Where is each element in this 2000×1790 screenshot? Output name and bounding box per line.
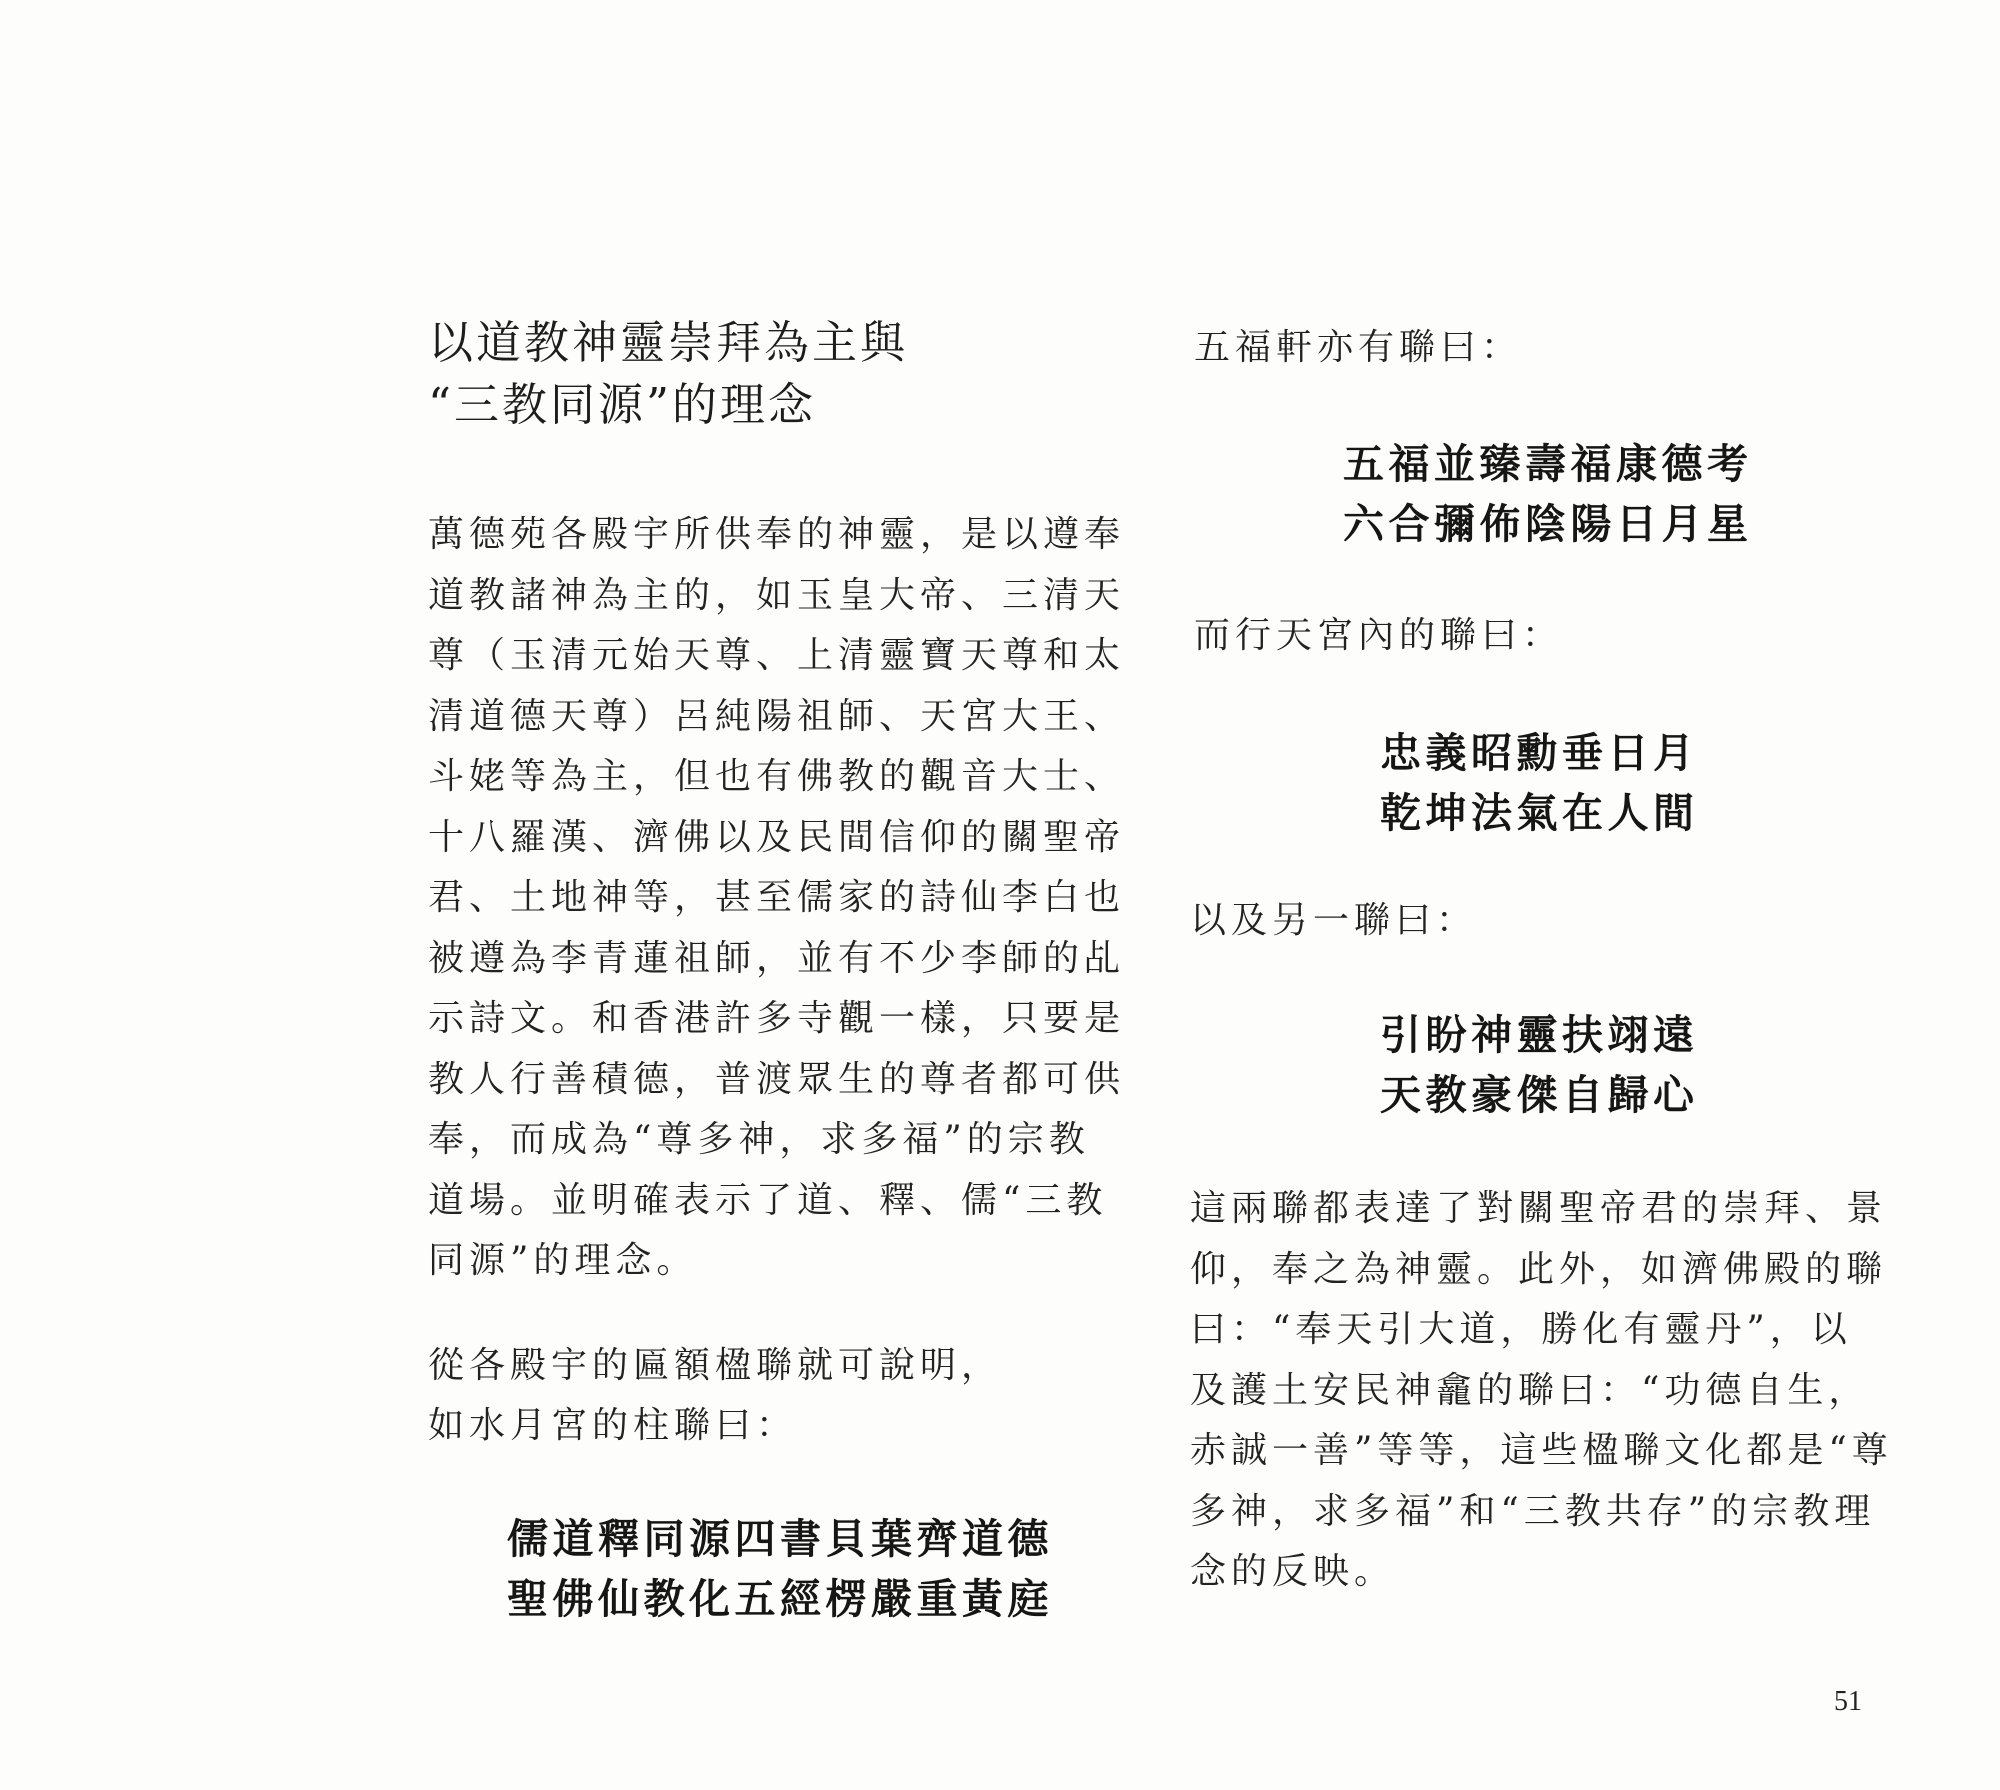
body-paragraph bbox=[428, 505, 1128, 1292]
right-column bbox=[1190, 312, 1893, 1603]
title-line: “三教同源”的理念 bbox=[428, 378, 817, 431]
intro-line: 五福軒亦有聯曰： bbox=[1194, 327, 1523, 368]
intro-line: 而行天宮內的聯曰： bbox=[1194, 615, 1564, 656]
text-line: 清道德天尊）呂純陽祖師、天宮大王、 bbox=[428, 695, 1126, 737]
intro-line: 以及另一聯曰： bbox=[1190, 900, 1478, 941]
couplet-line: 六合彌佈陰陽日月星 bbox=[1343, 500, 1753, 548]
text-line: 曰：“奉天引大道，勝化有靈丹”，以 bbox=[1190, 1309, 1852, 1350]
couplet bbox=[1190, 434, 1880, 554]
couplet-line: 儒道釋同源四書貝葉齊道德 bbox=[507, 1514, 1053, 1563]
title-line: 以道教神靈崇拜為主與 bbox=[428, 316, 909, 369]
text-line: 尊（玉清元始天尊、上清靈寶天尊和太 bbox=[428, 635, 1126, 676]
text-line: 同源”的理念。 bbox=[428, 1240, 698, 1281]
text-line: 君、土地神等，甚至儒家的詩仙李白也 bbox=[428, 877, 1126, 918]
couplet-line: 乾坤法氣在人間 bbox=[1380, 789, 1699, 837]
text-line: 念的反映。 bbox=[1190, 1551, 1396, 1592]
left-column bbox=[428, 312, 1128, 1629]
couplet-line: 天教豪傑自歸心 bbox=[1380, 1071, 1699, 1119]
text-line: 多神，求多福”和“三教共存”的宗教理 bbox=[1190, 1490, 1876, 1532]
couplet bbox=[1190, 723, 1880, 843]
couplet-line: 聖佛仙教化五經楞嚴重黃庭 bbox=[507, 1574, 1053, 1623]
text-line: 被遵為李青蓮祖師，並有不少李師的乩 bbox=[428, 937, 1126, 979]
body-paragraph bbox=[1190, 1179, 1893, 1603]
text-line: 仰，奉之為神靈。此外，如濟佛殿的聯 bbox=[1190, 1248, 1888, 1290]
section-title bbox=[428, 312, 1128, 436]
couplet bbox=[428, 1509, 1128, 1629]
text-line: 從各殿宇的匾額楹聯就可說明， bbox=[428, 1344, 1003, 1386]
text-line: 斗姥等為主，但也有佛教的觀音大士、 bbox=[428, 756, 1126, 797]
text-line: 道場。並明確表示了道、釋、儒“三教 bbox=[428, 1179, 1108, 1221]
text-line: 及護土安民神龕的聯曰：“功德自生， bbox=[1190, 1369, 1870, 1411]
text-line: 如水月宮的柱聯曰： bbox=[428, 1404, 798, 1446]
couplet-line: 五福並臻壽福康德考 bbox=[1343, 440, 1753, 488]
text-line: 示詩文。和香港許多寺觀一樣，只要是 bbox=[428, 998, 1126, 1039]
couplet bbox=[1190, 1005, 1880, 1125]
text-line: 這兩聯都表達了對關聖帝君的崇拜、景 bbox=[1190, 1188, 1888, 1229]
page-number: 51 bbox=[1834, 1686, 1862, 1717]
text-line: 道教諸神為主的，如玉皇大帝、三清天 bbox=[428, 574, 1126, 616]
text-line: 萬德苑各殿宇所供奉的神靈，是以遵奉 bbox=[428, 514, 1126, 555]
couplet-line: 忠義昭勳垂日月 bbox=[1380, 729, 1699, 777]
text-line: 赤誠一善”等等，這些楹聯文化都是“尊 bbox=[1190, 1430, 1893, 1471]
text-line: 教人行善積德，普渡眾生的尊者都可供 bbox=[428, 1058, 1126, 1100]
intro-paragraph bbox=[428, 1336, 1128, 1456]
text-line: 奉，而成為“尊多神，求多福”的宗教 bbox=[428, 1119, 1090, 1160]
couplet-line: 引盼神靈扶翊遠 bbox=[1380, 1011, 1699, 1059]
text-line: 十八羅漢、濟佛以及民間信仰的關聖帝 bbox=[428, 816, 1126, 858]
